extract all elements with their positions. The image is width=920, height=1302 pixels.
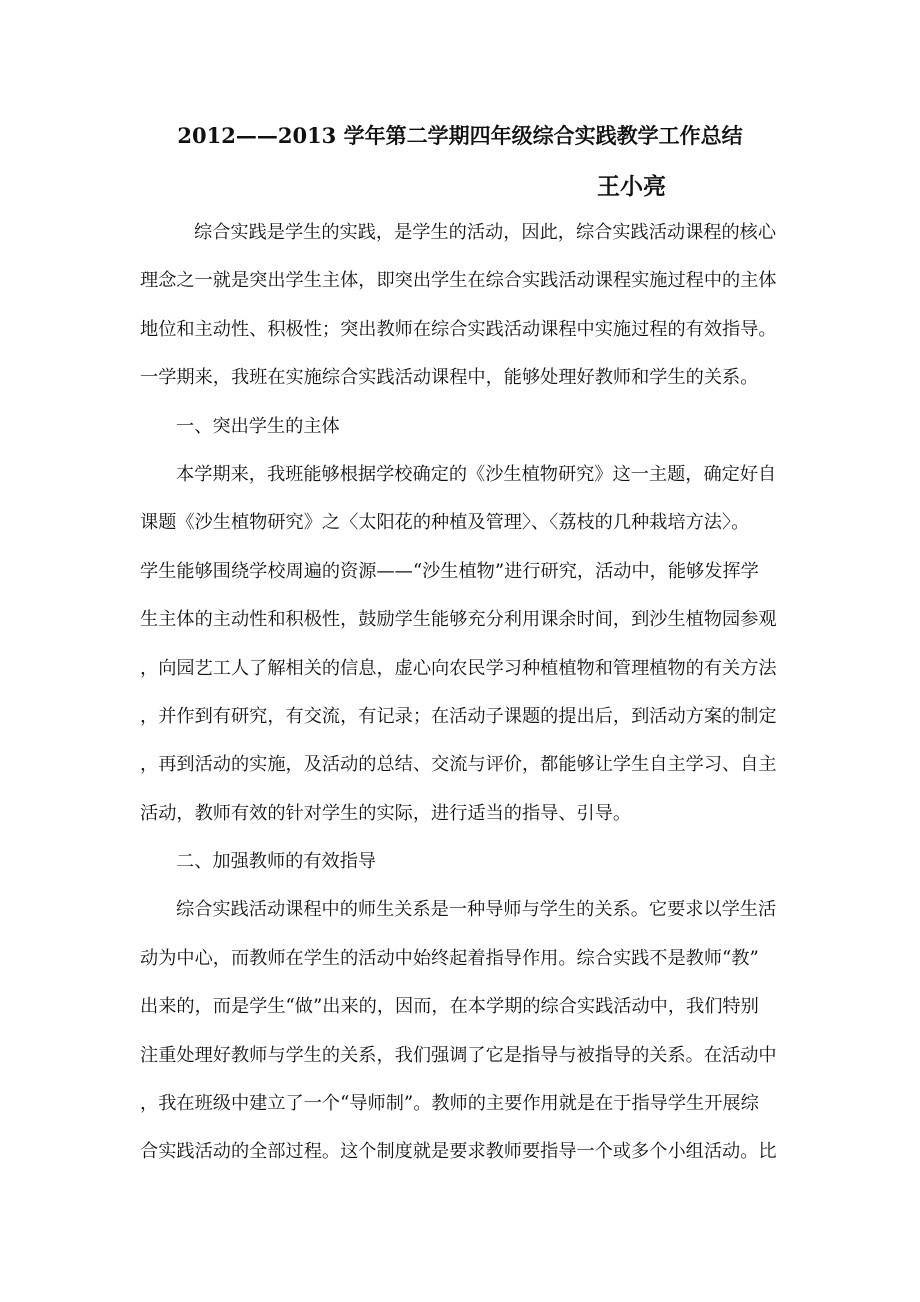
paragraph-line: 一学期来，我班在实施综合实践活动课程中，能够处理好教师和学生的关系。 [140,367,759,389]
paragraph-line: 注重处理好教师与学生的关系，我们强调了它是指导与被指导的关系。在活动中 [140,1044,777,1066]
paragraph-line: ，向园艺工人了解相关的信息，虚心向农民学习种植植物和管理植物的有关方法 [140,657,777,679]
paragraph-line: 学生能够围绕学校周遍的资源——“沙生植物”进行研究，活动中，能够发挥学 [140,560,759,582]
paragraph-line: 活动，教师有效的针对学生的实际，进行适当的指导、引导。 [140,802,632,824]
document-author: 王小亮 [597,173,666,200]
paragraph-line: 动为中心，而教师在学生的活动中始终起着指导作用。综合实践不是教师“教” [140,947,759,969]
paragraph-line: 合实践活动的全部过程。这个制度就是要求教师要指导一个或多个小组活动。比 [140,1141,777,1163]
paragraph-line: 理念之一就是突出学生主体，即突出学生在综合实践活动课程实施过程中的主体 [140,270,777,292]
paragraph-line: 出来的，而是学生“做”出来的，因而，在本学期的综合实践活动中，我们特别 [140,996,759,1018]
paragraph-line: 生主体的主动性和积极性，鼓励学生能够充分利用课余时间，到沙生植物园参观 [140,609,777,631]
paragraph-line: 地位和主动性、积极性；突出教师在综合实践活动课程中实施过程的有效指导。 [140,318,777,340]
paragraph-line: ，我在班级中建立了一个“导师制”。教师的主要作用就是在于指导学生开展综 [140,1093,759,1115]
document-body [140,209,782,1177]
document-title: 2012——2013 学年第二学期四年级综合实践教学工作总结 [177,123,743,148]
paragraph-line: ，再到活动的实施，及活动的总结、交流与评价，都能够让学生自主学习、自主 [140,754,777,776]
section-heading: 二、加强教师的有效指导 [176,851,377,873]
paragraph-line: 综合实践活动课程中的师生关系是一种导师与学生的关系。它要求以学生活 [176,899,777,921]
paragraph-line: 本学期来，我班能够根据学校确定的《沙生植物研究》这一主题，确定好自 [176,463,777,485]
section-heading: 一、突出学生的主体 [176,415,340,437]
paragraph-line: 课题《沙生植物研究》之〈太阳花的种植及管理〉、〈荔枝的几种栽培方法〉。 [140,512,750,534]
paragraph-line: ，并作到有研究，有交流，有记录；在活动子课题的提出后，到活动方案的制定 [140,705,777,727]
paragraph-line: 综合实践是学生的实践，是学生的活动，因此，综合实践活动课程的核心 [194,222,777,243]
